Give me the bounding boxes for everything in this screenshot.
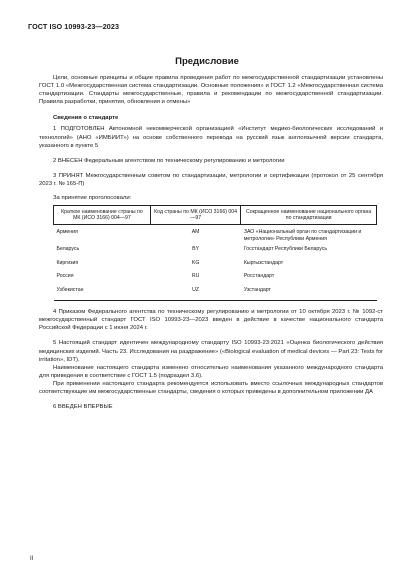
intro-paragraph: Цели, основные принципы и общие правила проведения работ по межгосударственной стандартизации установлены ГОСТ 1.0 «Межгосударственная система стандартизации. Основные положения» и ГОСТ 1.2 «Межгосударственная система стандартизации. Стандарты межгосударственные, правила и рекомендации по межгосударственной стандартизации. Правила разработки, принятия, обновления и отмены» xyxy=(39,75,383,106)
header-country: Краткое наименование страны по МК (ИСО 3166) 004—97 xyxy=(54,206,151,225)
body-cell: Узстандарт xyxy=(241,287,377,301)
info-heading: Сведения о стандарте xyxy=(53,115,119,122)
body-cell: Госстандарт Республики Беларусь xyxy=(243,246,328,253)
item-3-adopted: 3 ПРИНЯТ Межгосударственным советом по стандартизации, метрологии и сертификации (протокол от 25 сентября 2023 г. № 165-П) xyxy=(39,172,383,187)
country-cell: Узбекистан xyxy=(54,287,151,301)
header-body: Сокращенное наименование национального органа по стандартизации xyxy=(241,206,377,225)
body-cell: ЗАО «Национальный орган по стандартизации и метрологии» Республики Армения xyxy=(243,229,362,242)
country-cell: Беларусь xyxy=(56,246,80,253)
item-5-application: При применении настоящего стандарта рекомендуется использовать вместо ссылочных международных стандартов соответствующие им межгосударственные стандарты, сведения о которых приведены в дополнительном приложении ДА xyxy=(39,380,383,395)
country-cell: Армения xyxy=(56,229,78,236)
voting-table-label: За принятие проголосовали: xyxy=(53,195,132,202)
table-row xyxy=(54,287,377,301)
document-code-header: ГОСТ ISO 10993-23—2023 xyxy=(28,22,120,31)
page-number: II xyxy=(30,556,34,562)
table-row xyxy=(54,246,377,260)
voting-table xyxy=(53,205,377,301)
header-code: Код страны по МК (ИСО 3166) 004—97 xyxy=(150,206,240,225)
item-2-introduced: 2 ВНЕСЕН Федеральным агентством по техническому регулированию и метрологии xyxy=(53,157,285,164)
page-title: Предисловие xyxy=(175,56,239,67)
item-4-order: 4 Приказом Федерального агентства по техническому регулированию и метрологии от 10 октября 2023 г. № 1092-ст межгосударственный стандарт ГОСТ ISO 10993-23—2023 введен в действие в качестве национального стандарта Российской Федерации с 1 июня 2024 г. xyxy=(39,309,383,332)
item-5-identical: 5 Настоящий стандарт идентичен международному стандарту ISO 10993-23:2021 «Оценка биологического действия медицинских изделий. Часть 23. Исследования на раздражение» («Biological evaluation of medical devices — Part 23: Tests for irritation», IDT). xyxy=(39,340,383,363)
country-cell: Киргизия xyxy=(56,259,79,266)
code-cell: BY xyxy=(192,246,200,253)
item-6-first-introduced: 6 ВВЕДЕН ВПЕРВЫЕ xyxy=(53,404,113,411)
code-cell: UZ xyxy=(150,287,240,301)
body-cell: Кыргызстандарт xyxy=(243,259,284,266)
item-1-prepared: 1 ПОДГОТОВЛЕН Автономной некоммерческой организацией «Институт медико-биологических исследований и технологий» (АНО «ИМБИИТ») на основе собственного перевода на русский язык англоязычной версии стандарта, указанного в пункте 5 xyxy=(39,126,383,149)
code-cell: KG xyxy=(191,259,200,266)
table-row xyxy=(54,273,377,287)
item-5-name-change: Наименование настоящего стандарта изменено относительно наименования указанного международного стандарта для приведения в соответствие с ГОСТ 1.5 (подраздел 3.6). xyxy=(39,364,383,379)
table-row xyxy=(54,260,377,274)
country-cell: Россия xyxy=(56,273,74,280)
code-cell: RU xyxy=(191,273,200,280)
table-header-row xyxy=(54,206,377,225)
document-body xyxy=(39,74,383,411)
body-cell: Росстандарт xyxy=(243,273,275,280)
table-row xyxy=(54,225,377,247)
code-cell: AM xyxy=(191,229,200,236)
